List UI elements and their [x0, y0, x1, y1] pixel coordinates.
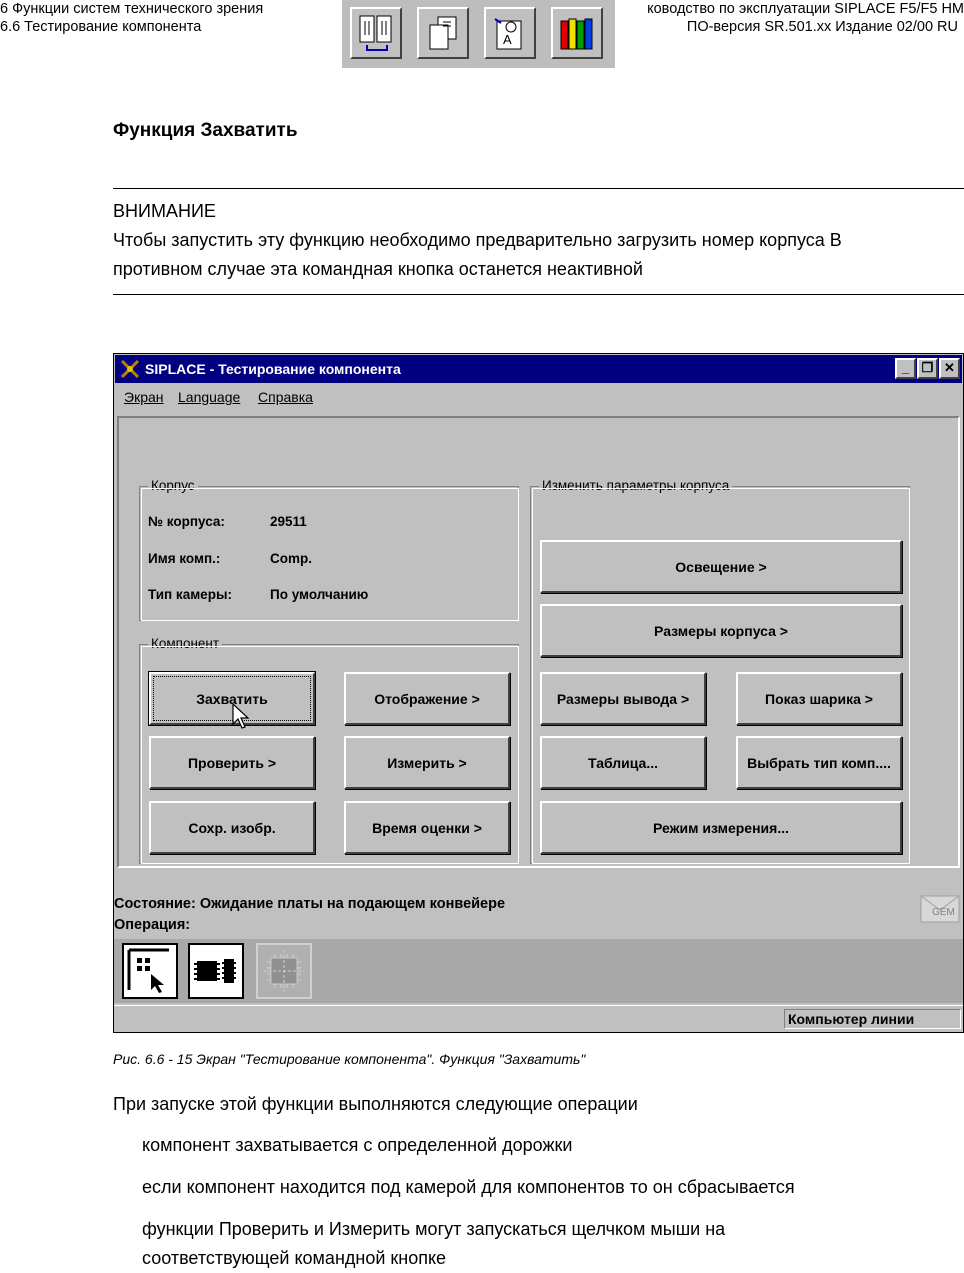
camera-type-label: Тип камеры: [148, 587, 232, 602]
line-computer-panel: Компьютер линии [784, 1009, 961, 1029]
window-title: SIPLACE - Тестирование компонента [145, 361, 401, 377]
measure-button[interactable]: Измерить > [344, 736, 510, 789]
attention-rule-bottom [113, 294, 964, 295]
siplace-logo-icon [120, 359, 140, 382]
display-button[interactable]: Отображение > [344, 672, 510, 725]
search-icon[interactable] [484, 7, 536, 59]
ball-display-button[interactable]: Показ шарика > [736, 672, 902, 725]
gem-label: GEM [932, 907, 955, 918]
attention-text-1: Чтобы запустить эту функцию необходимо предварительно загрузить номер корпуса В [113, 230, 842, 250]
library-icon[interactable] [551, 7, 603, 59]
package-size-button[interactable]: Размеры корпуса > [540, 604, 902, 657]
window-titlebar [115, 355, 962, 383]
lead-size-button[interactable]: Размеры вывода > [540, 672, 706, 725]
check-button[interactable]: Проверить > [149, 736, 315, 789]
bullet-item: компонент захватывается с определенной дорожки [142, 1135, 573, 1155]
package-group [139, 478, 519, 621]
pick-button[interactable]: Захватить [149, 672, 315, 725]
status-bar [114, 1005, 963, 1032]
table-button[interactable]: Таблица... [540, 736, 706, 789]
lighting-button[interactable]: Освещение > [540, 540, 902, 593]
close-button[interactable]: ✕ [939, 358, 960, 379]
restore-button[interactable]: ❐ [917, 358, 938, 379]
camera-type-value: По умолчанию [270, 587, 369, 602]
package-group-legend: Корпус [148, 478, 198, 493]
measure-mode-button[interactable]: Режим измерения... [540, 801, 902, 854]
chapter-heading: 6 Функции систем технического зрения [0, 1, 264, 17]
component-name-value: Comp. [270, 551, 312, 566]
component-group [139, 636, 519, 864]
status-area [114, 874, 963, 944]
operation-toolbar [114, 939, 963, 1003]
package-number-label: № корпуса: [148, 514, 225, 529]
function-title: Функция Захватить [113, 120, 298, 141]
svg-text:A: A [503, 32, 512, 47]
intro-text: При запуске этой функции выполняются следующие операции [113, 1094, 638, 1114]
chip-component-icon[interactable] [188, 943, 244, 999]
client-area [117, 416, 960, 868]
attention-text-2: противном случае эта командная кнопка останется неактивной [113, 259, 643, 279]
attention-label: ВНИМАНИЕ [113, 201, 216, 221]
mouse-cursor-icon [232, 703, 250, 736]
contents-icon[interactable] [350, 7, 402, 59]
index-icon[interactable] [417, 7, 469, 59]
package-number-value: 29511 [270, 514, 307, 529]
select-region-icon[interactable] [122, 943, 178, 999]
menu-item-screen[interactable]: Экран [124, 389, 164, 405]
bullet-item: функции Проверить и Измерить могут запускаться щелчком мыши на [142, 1219, 726, 1239]
evaluation-time-button[interactable]: Время оценки > [344, 801, 510, 854]
package-params-group [530, 478, 910, 864]
app-window [113, 353, 964, 1033]
section-heading: 6.6 Тестирование компонента [0, 19, 202, 35]
status-text: Состояние: Ожидание платы на подающем конвейере [114, 896, 506, 912]
menu-item-language[interactable]: Language [178, 389, 241, 405]
bullet-item-continuation: соответствующей командной кнопке [142, 1248, 447, 1268]
bga-component-icon[interactable] [256, 943, 312, 999]
bullet-item: если компонент находится под камерой для компонентов то он сбрасывается [142, 1177, 795, 1197]
attention-rule-top [113, 188, 964, 189]
figure-caption: Рис. 6.6 - 15 Экран "Тестирование компонента". Функция "Захватить" [113, 1051, 586, 1067]
component-group-legend: Компонент [148, 636, 222, 651]
minimize-button[interactable]: _ [895, 358, 916, 379]
package-params-legend: Изменить параметры корпуса [539, 478, 732, 493]
save-image-button[interactable]: Сохр. изобр. [149, 801, 315, 854]
version-label: ПО-версия SR.501.xx Издание 02/00 RU [686, 19, 958, 35]
menu-item-help[interactable]: Справка [258, 389, 313, 405]
gem-mail-icon[interactable] [919, 888, 961, 928]
operation-label: Операция: [114, 917, 191, 933]
select-component-type-button[interactable]: Выбрать тип комп.... [736, 736, 902, 789]
doc-nav-toolbar [342, 0, 615, 68]
manual-title: ководство по эксплуатации SIPLACE F5/F5 HM [647, 1, 964, 17]
component-name-label: Имя комп.: [148, 551, 221, 566]
